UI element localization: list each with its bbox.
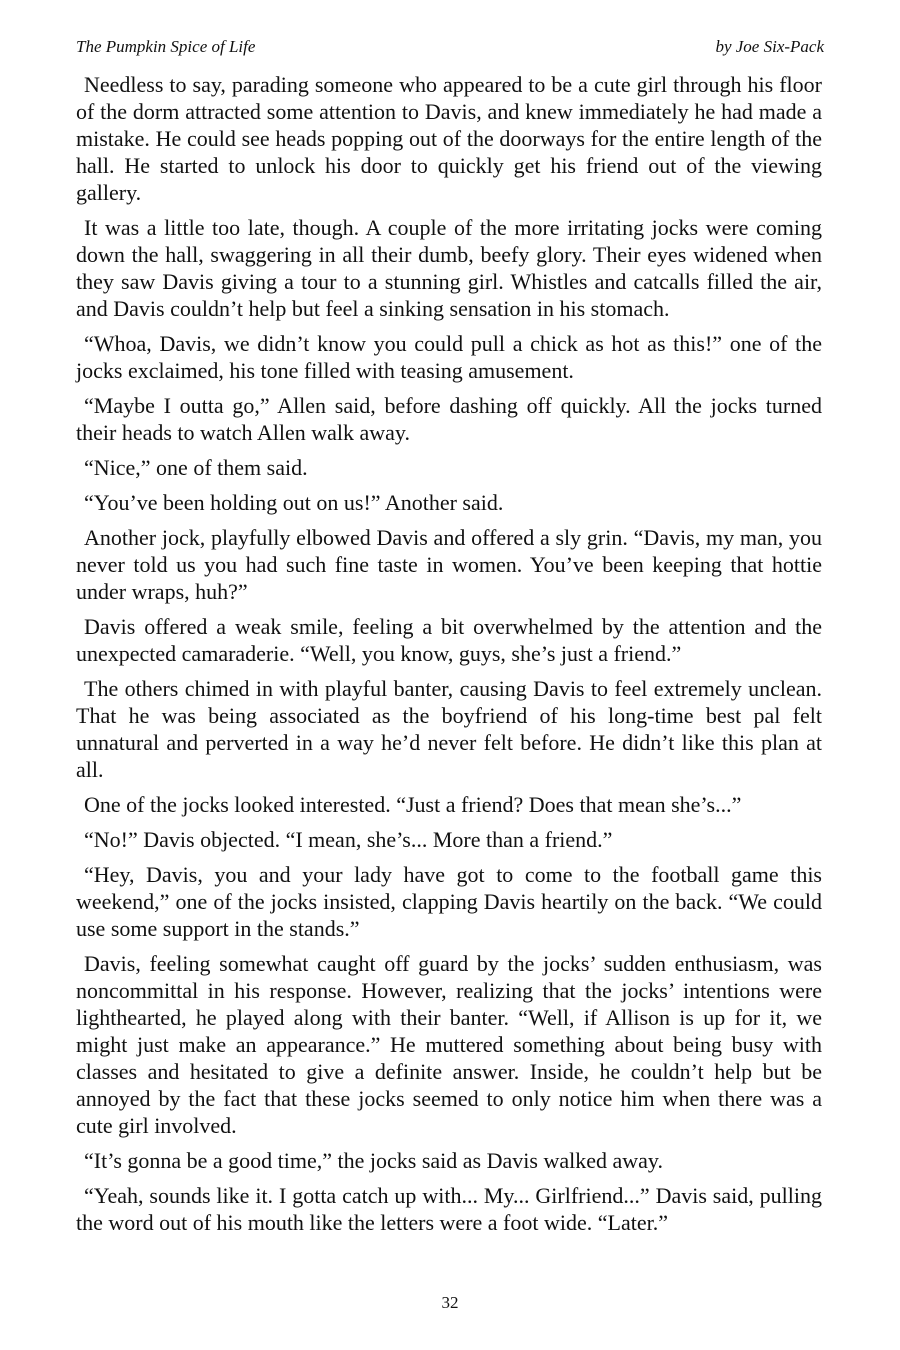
paragraph: One of the jocks looked interested. “Just a friend? Does that mean she’s...”: [84, 792, 742, 817]
paragraph: The others chimed in with playful banter, causing Davis to feel extremely unclean. That he was being associated as the boyfriend of his long-time best pal felt unnatural and perverted in a way he’d never felt before. He didn’t like this plan at all.: [76, 676, 822, 782]
paragraph: Davis offered a weak smile, feeling a bit overwhelmed by the attention and the unexpected camaraderie. “Well, you know, guys, she’s just a friend.”: [76, 614, 822, 666]
running-header: [76, 36, 824, 58]
paragraph: “You’ve been holding out on us!” Another said.: [84, 490, 504, 515]
paragraph: It was a little too late, though. A couple of the more irritating jocks were coming down the hall, swaggering in all their dumb, beefy glory. Their eyes widened when they saw Davis giving a tour to a stunning girl. Whistles and catcalls filled the air, and Davis couldn’t help but feel a sinking sensation in his stomach.: [76, 215, 822, 321]
paragraph: “Yeah, sounds like it. I gotta catch up with... My... Girlfriend...” Davis said, pulling the word out of his mouth like the letters were a foot wide. “Later.”: [76, 1183, 822, 1235]
paragraph: “No!” Davis objected. “I mean, she’s... More than a friend.”: [84, 827, 613, 852]
paragraph: “It’s gonna be a good time,” the jocks said as Davis walked away.: [84, 1148, 663, 1173]
paragraph: Davis, feeling somewhat caught off guard by the jocks’ sudden enthusiasm, was noncommittal in his response. However, realizing that the jocks’ intentions were lighthearted, he played along with their banter. “Well, if Allison is up for it, we might just make an appearance.” He muttered something about being busy with classes and hesitated to give a definite answer. Inside, he couldn’t help but be annoyed by the fact that these jocks seemed to only notice him when there was a cute girl involved.: [76, 951, 822, 1138]
book-title: The Pumpkin Spice of Life: [76, 37, 256, 56]
paragraph: “Hey, Davis, you and your lady have got to come to the football game this weekend,” one of the jocks insisted, clapping Davis heartily on the back. “We could use some support in the stands.”: [76, 862, 822, 941]
author-name: by Joe Six-Pack: [715, 37, 824, 56]
paragraph: “Maybe I outta go,” Allen said, before dashing off quickly. All the jocks turned their heads to watch Allen walk away.: [76, 393, 822, 445]
page-number: 32: [441, 1293, 459, 1312]
paragraph: Another jock, playfully elbowed Davis and offered a sly grin. “Davis, my man, you never told us you had such fine taste in women. You’ve been keeping that hottie under wraps, huh?”: [76, 525, 822, 604]
paragraph: “Whoa, Davis, we didn’t know you could pull a chick as hot as this!” one of the jocks exclaimed, his tone filled with teasing amusement.: [76, 331, 822, 383]
paragraph: “Nice,” one of them said.: [84, 455, 308, 480]
body-text: [76, 71, 822, 1244]
paragraph: Needless to say, parading someone who appeared to be a cute girl through his floor of the dorm attracted some attention to Davis, and knew immediately he had made a mistake. He could see heads popping out of the doorways for the entire length of the hall. He started to unlock his door to quickly get his friend out of the viewing gallery.: [76, 72, 822, 205]
